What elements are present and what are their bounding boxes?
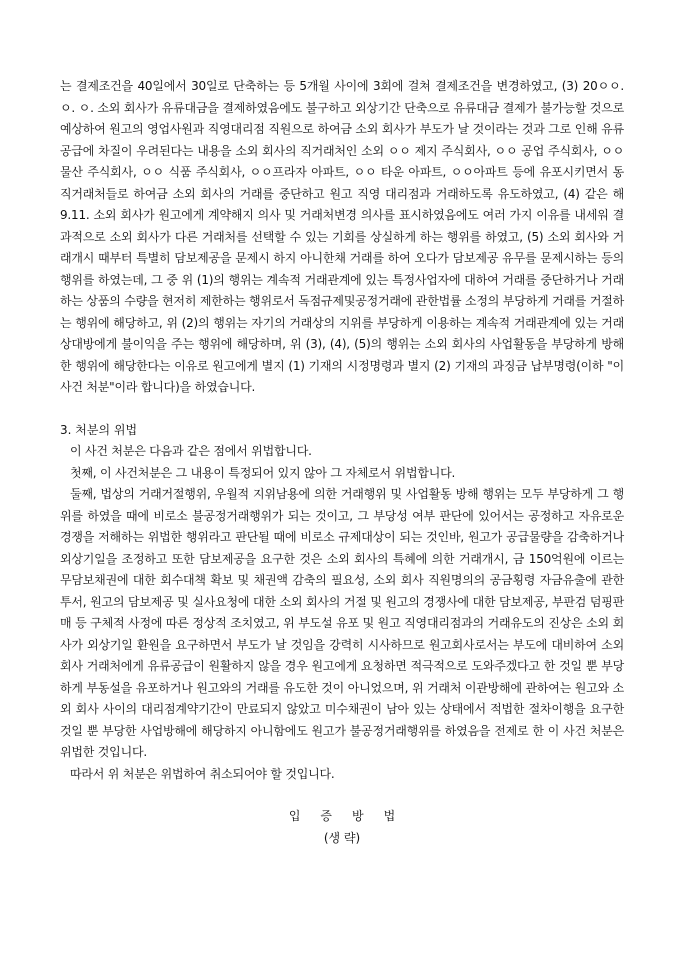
body-paragraph-continued: 는 결제조건을 40일에서 30일로 단축하는 등 5개월 사이에 3회에 걸쳐 결제조건을 변경하였고, (3) 20ㅇㅇ. ㅇ. ㅇ. 소외 회사가 유류대금을 결제하였음에도 불구하고 외상기간 단축으로 유류대금 결제가 불가능할 것으로 예상하여 원고의 영업사원과 직영대리점 직원으로 하여금 소외 회사가 부도가 날 것이라는 것과 그로 인해 유류공급에 차질이 우려된다는 내용을 소외 회사의 직거래처인 소외 ㅇㅇ 제지 주식회사, ㅇㅇ 공업 주식회사, ㅇㅇ 물산 주식회사, ㅇㅇ 식품 주식회사, ㅇㅇ프라자 아파트, ㅇㅇ 타운 아파트, ㅇㅇ아파트 등에 유포시키면서 동 직거래처들로 하여금 소외 회사의 거래를 중단하고 원고 직영 대리점과 거래하도록 유도하였고, (4) 같은 해 9.11. 소외 회사가 원고에게 계약해지 의사 및 거래처변경 의사를 표시하였음에도 여러 가지 이유를 내세워 결과적으로 소외 회사가 다른 거래처를 선택할 수 있는 기회를 상실하게 하는 행위를 하였고, (5) 소외 회사와 거래개시 때부터 특별히 담보제공을 문제시 하지 아니한채 거래를 하여 오다가 담보제공 유무를 문제시하는 등의 행위를 하였는데, 그 중 위 (1)의 행위는 계속적 거래관계에 있는 특정사업자에 대하여 거래를 중단하거나 거래하는 상품의 수량을 현저히 제한하는 행위로서 독점규제및공정거래에 관한법률 소정의 부당하게 거래를 거절하는 행위에 해당하고, 위 (2)의 행위는 자기의 거래상의 지위를 부당하게 이용하는 계속적 거래관계에 있는 거래상대방에게 불이익을 주는 행위에 해당하며, 위 (3), (4), (5)의 행위는 소외 회사의 사업활동을 부당하게 방해한 행위에 해당한다는 이유로 원고에게 별지 (1) 기재의 시정명령과 별지 (2) 기재의 과징금 납부명령(이하 "이 사건 처분"이라 합니다)을 하였습니다.	[60, 79, 624, 394]
first-point: 첫째, 이 사건처분은 그 내용이 특정되어 있지 않아 그 자체로서 위법합니다.	[70, 465, 456, 480]
evidence-note: (생 략)	[323, 830, 361, 845]
conclusion: 따라서 위 처분은 위법하여 취소되어야 할 것입니다.	[70, 766, 335, 781]
section-heading: 3. 처분의 위법	[60, 422, 138, 437]
document-page	[60, 76, 624, 849]
second-point: 둘째, 법상의 거래거절행위, 우월적 지위남용에 의한 거래행위 및 사업활동 방해 행위는 모두 부당하게 그 행위를 하였을 때에 비로소 불공정거래행위가 되는 것이고, 그 부당성 여부 판단에 있어서는 공정하고 자유로운 경쟁을 저해하는 위법한 행위라고 판단될 때에 비로소 규제대상이 되는 것인바, 원고가 공급물량을 감축하거나 외상기일을 조정하고 또한 담보제공을 요구한 것은 소외 회사의 특혜에 의한 거래개시, 금 150억원에 이르는 무담보채권에 대한 회수대책 확보 및 채권액 감축의 필요성, 소외 회사 직원명의의 공금횡령 자금유출에 관한 투서, 원고의 담보제공 및 실사요청에 대한 소외 회사의 거절 및 원고의 경쟁사에 대한 담보제공, 부판검 덤핑판매 등 구체적 사정에 따른 정상적 조치였고, 위 부도설 유포 및 원고 직영대리점과의 거래유도의 진상은 소외 회사가 외상기일 환원을 요구하면서 부도가 날 것임을 강력히 시사하므로 원고회사로서는 부도에 대비하여 소외 회사 거래처에게 유류공급이 원활하지 않을 경우 원고에게 요청하면 적극적으로 도와주겠다고 한 것일 뿐 부당하게 부동설을 유포하거나 원고와의 거래를 유도한 것이 아니었으며, 위 거래처 이관방해에 관하여는 원고와 소외 회사 사이의 대리점계약기간이 만료되지 않았고 미수채권이 남아 있는 상태에서 적법한 절차이행을 요구한 것일 뿐 부당한 사업방해에 해당하지 아니함에도 원고가 불공정거래행위를 하였음을 전제로 한 이 사건 처분은 위법한 것입니다.	[60, 487, 624, 759]
evidence-title-row	[60, 806, 624, 828]
section-intro: 이 사건 처분은 다음과 같은 점에서 위법합니다.	[70, 444, 312, 458]
evidence-title: 입증방법	[288, 809, 416, 823]
